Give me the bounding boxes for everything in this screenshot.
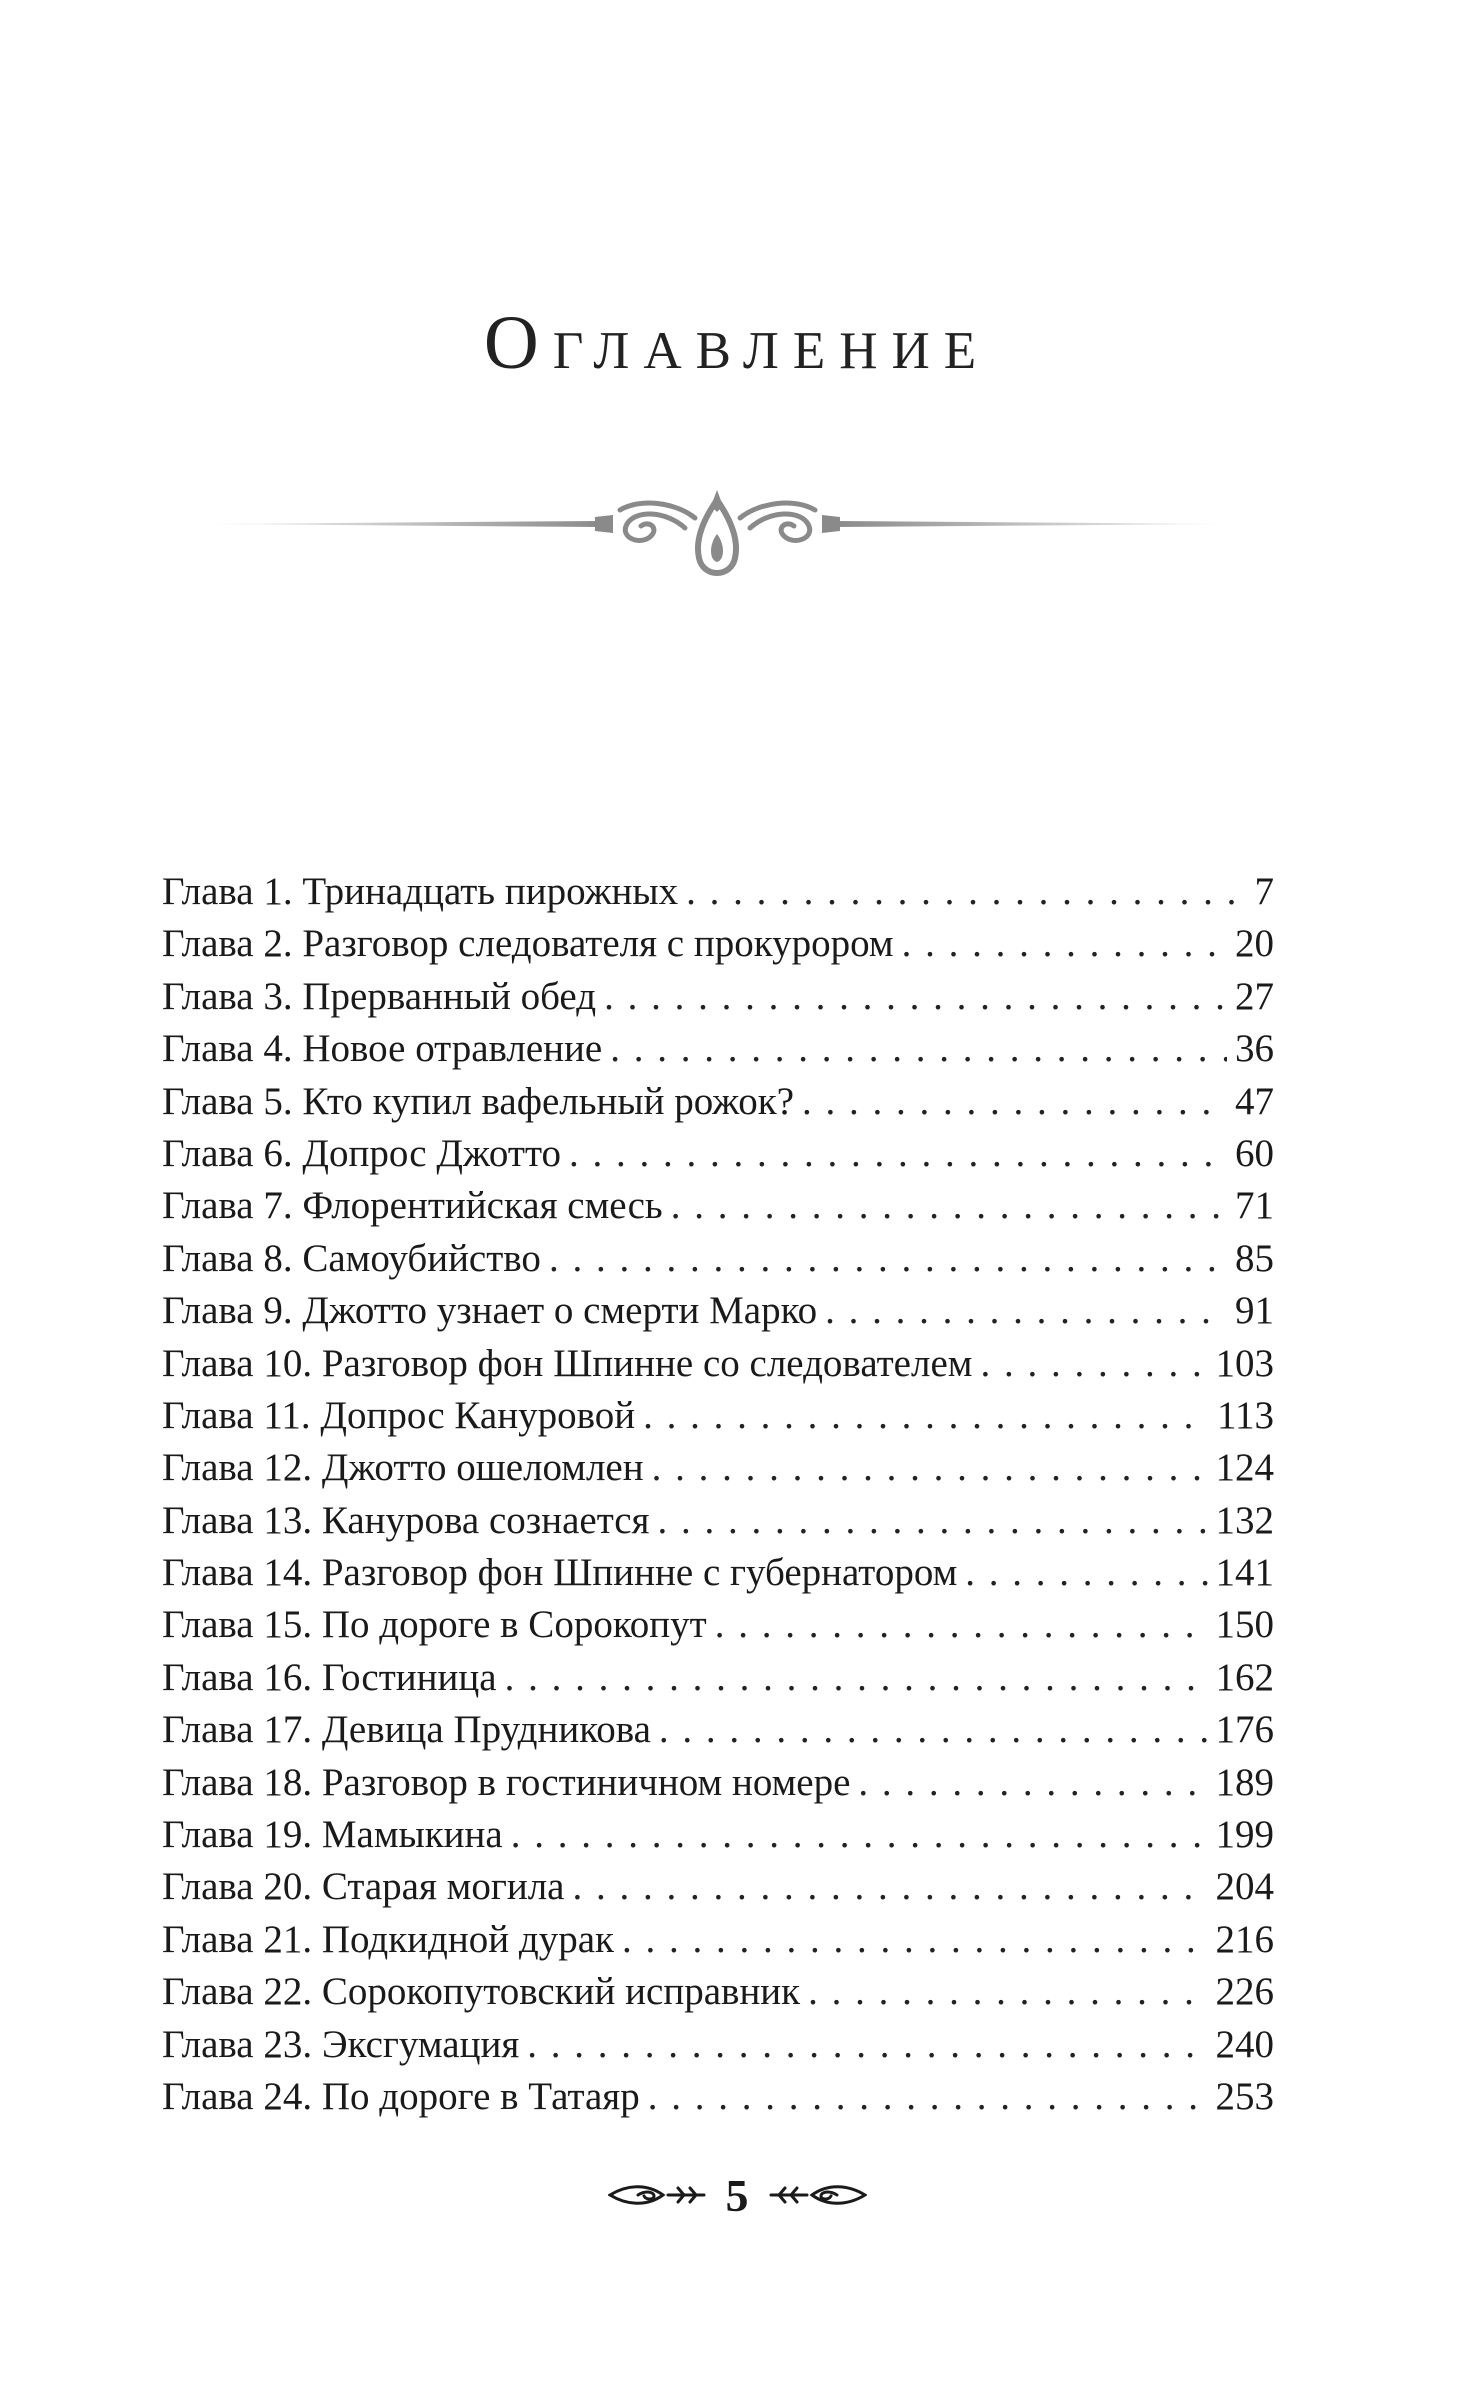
toc-entry-title: Глава 24. По дороге в Татаяр xyxy=(162,2074,640,2118)
toc-entry-title: Глава 2. Разговор следователя с прокурором xyxy=(162,922,894,966)
toc-entry-page: 71 xyxy=(1235,1184,1274,1228)
page-title: Оглавление xyxy=(483,301,991,385)
toc-entry-page: 103 xyxy=(1215,1341,1274,1385)
toc-leader-dots xyxy=(659,1704,1208,1756)
toc-leader-dots xyxy=(648,2071,1208,2123)
toc-entry-title: Глава 6. Допрос Джотто xyxy=(162,1131,561,1175)
toc-entry-title: Глава 14. Разговор фон Шпинне с губернатором xyxy=(162,1551,958,1595)
toc-entry-page: 85 xyxy=(1235,1236,1274,1280)
toc-entry-page: 176 xyxy=(1215,1708,1274,1752)
toc-leader-dots xyxy=(902,918,1227,970)
toc-entry-title: Глава 13. Канурова сознается xyxy=(162,1498,650,1542)
toc-entry-title: Глава 23. Эксгумация xyxy=(162,2022,520,2066)
toc-entry-title: Глава 22. Сорокопутовский исправник xyxy=(162,1970,801,2014)
toc-entry-page: 124 xyxy=(1215,1446,1274,1490)
toc-leader-dots xyxy=(825,1285,1227,1337)
toc-entry xyxy=(162,1861,1274,1913)
toc-entry-page: 113 xyxy=(1216,1393,1274,1437)
toc-entry-title: Глава 3. Прерванный обед xyxy=(162,974,597,1018)
toc-entry-page: 199 xyxy=(1215,1813,1274,1857)
toc-leader-dots xyxy=(527,2019,1207,2071)
toc-entry-page: 36 xyxy=(1235,1027,1274,1071)
toc-entry xyxy=(162,1076,1274,1128)
toc-entry-page: 240 xyxy=(1215,2022,1274,2066)
toc-entry xyxy=(162,918,1274,970)
toc-entry-title: Глава 20. Старая могила xyxy=(162,1865,565,1909)
toc-entry-page: 47 xyxy=(1235,1079,1274,1123)
toc-entry-page: 91 xyxy=(1235,1289,1274,1333)
toc-entry xyxy=(162,1914,1274,1966)
toc-entry-page: 204 xyxy=(1215,1865,1274,1909)
toc-entry xyxy=(162,2019,1274,2071)
toc-entry-title: Глава 17. Девица Прудникова xyxy=(162,1708,651,1752)
toc-entry xyxy=(162,1338,1274,1390)
toc-entry xyxy=(162,1966,1274,2018)
toc-entry xyxy=(162,1023,1274,1075)
toc-entry-page: 7 xyxy=(1254,870,1274,913)
toc-leader-dots xyxy=(980,1338,1207,1390)
toc-entry-title: Глава 12. Джотто ошеломлен xyxy=(162,1446,644,1490)
toc-entry-title: Глава 15. По дороге в Сорокопут xyxy=(162,1603,707,1647)
toc-entry xyxy=(162,1180,1274,1232)
table-of-contents xyxy=(162,866,1274,2123)
decorative-divider-icon xyxy=(195,490,1240,600)
toc-entry-page: 253 xyxy=(1215,2074,1274,2118)
toc-entry-title: Глава 7. Флорентийская смесь xyxy=(162,1184,663,1228)
toc-entry xyxy=(162,1704,1274,1756)
toc-entry-title: Глава 21. Подкидной дурак xyxy=(162,1917,614,1961)
toc-entry-title: Глава 5. Кто купил вафельный рожок? xyxy=(162,1079,794,1123)
toc-entry-page: 141 xyxy=(1215,1551,1274,1595)
toc-entry-page: 20 xyxy=(1235,922,1274,966)
toc-entry xyxy=(162,2071,1274,2123)
toc-leader-dots xyxy=(511,1809,1208,1861)
toc-leader-dots xyxy=(657,1495,1207,1547)
toc-leader-dots xyxy=(965,1547,1207,1599)
toc-entry-page: 216 xyxy=(1215,1917,1274,1961)
right-flourish-icon xyxy=(767,2180,867,2210)
toc-entry-page: 60 xyxy=(1235,1131,1274,1175)
toc-entry-page: 132 xyxy=(1215,1498,1274,1542)
toc-leader-dots xyxy=(858,1757,1207,1809)
toc-leader-dots xyxy=(610,1023,1227,1075)
toc-leader-dots xyxy=(686,866,1246,918)
toc-leader-dots xyxy=(505,1652,1208,1704)
toc-entry xyxy=(162,1757,1274,1809)
toc-leader-dots xyxy=(808,1966,1207,2018)
toc-leader-dots xyxy=(643,1390,1209,1442)
toc-entry xyxy=(162,1128,1274,1180)
toc-entry xyxy=(162,1495,1274,1547)
toc-entry-page: 27 xyxy=(1235,974,1274,1018)
toc-entry xyxy=(162,1390,1274,1442)
toc-leader-dots xyxy=(573,1861,1208,1913)
toc-entry xyxy=(162,1547,1274,1599)
toc-entry-page: 150 xyxy=(1215,1603,1274,1647)
page-number: 5 xyxy=(725,2169,749,2221)
toc-entry-title: Глава 11. Допрос Кануровой xyxy=(162,1393,636,1437)
toc-entry-title: Глава 9. Джотто узнает о смерти Марко xyxy=(162,1289,818,1333)
toc-leader-dots xyxy=(622,1914,1208,1966)
toc-entry xyxy=(162,971,1274,1023)
toc-leader-dots xyxy=(802,1076,1227,1128)
toc-entry-title: Глава 19. Мамыкина xyxy=(162,1813,503,1857)
toc-leader-dots xyxy=(715,1599,1208,1651)
toc-entry xyxy=(162,866,1274,918)
toc-entry-page: 226 xyxy=(1215,1970,1274,2014)
toc-entry-title: Глава 1. Тринадцать пирожных xyxy=(162,870,679,913)
toc-leader-dots xyxy=(569,1128,1227,1180)
toc-leader-dots xyxy=(671,1180,1227,1232)
toc-entry xyxy=(162,1233,1274,1285)
toc-entry-title: Глава 10. Разговор фон Шпинне со следователем xyxy=(162,1341,973,1385)
toc-entry xyxy=(162,1652,1274,1704)
toc-leader-dots xyxy=(604,971,1227,1023)
toc-leader-dots xyxy=(549,1233,1227,1285)
toc-entry xyxy=(162,1285,1274,1337)
toc-entry-title: Глава 8. Самоубийство xyxy=(162,1236,541,1280)
toc-entry-title: Глава 4. Новое отравление xyxy=(162,1027,603,1071)
toc-leader-dots xyxy=(652,1442,1208,1494)
toc-entry xyxy=(162,1599,1274,1651)
toc-entry xyxy=(162,1442,1274,1494)
left-flourish-icon xyxy=(608,2180,708,2210)
toc-entry-page: 189 xyxy=(1215,1760,1274,1804)
toc-entry-title: Глава 16. Гостиница xyxy=(162,1655,497,1699)
toc-entry-page: 162 xyxy=(1215,1655,1274,1699)
toc-entry xyxy=(162,1809,1274,1861)
toc-entry-title: Глава 18. Разговор в гостиничном номере xyxy=(162,1760,851,1804)
page-footer xyxy=(0,2160,1474,2230)
